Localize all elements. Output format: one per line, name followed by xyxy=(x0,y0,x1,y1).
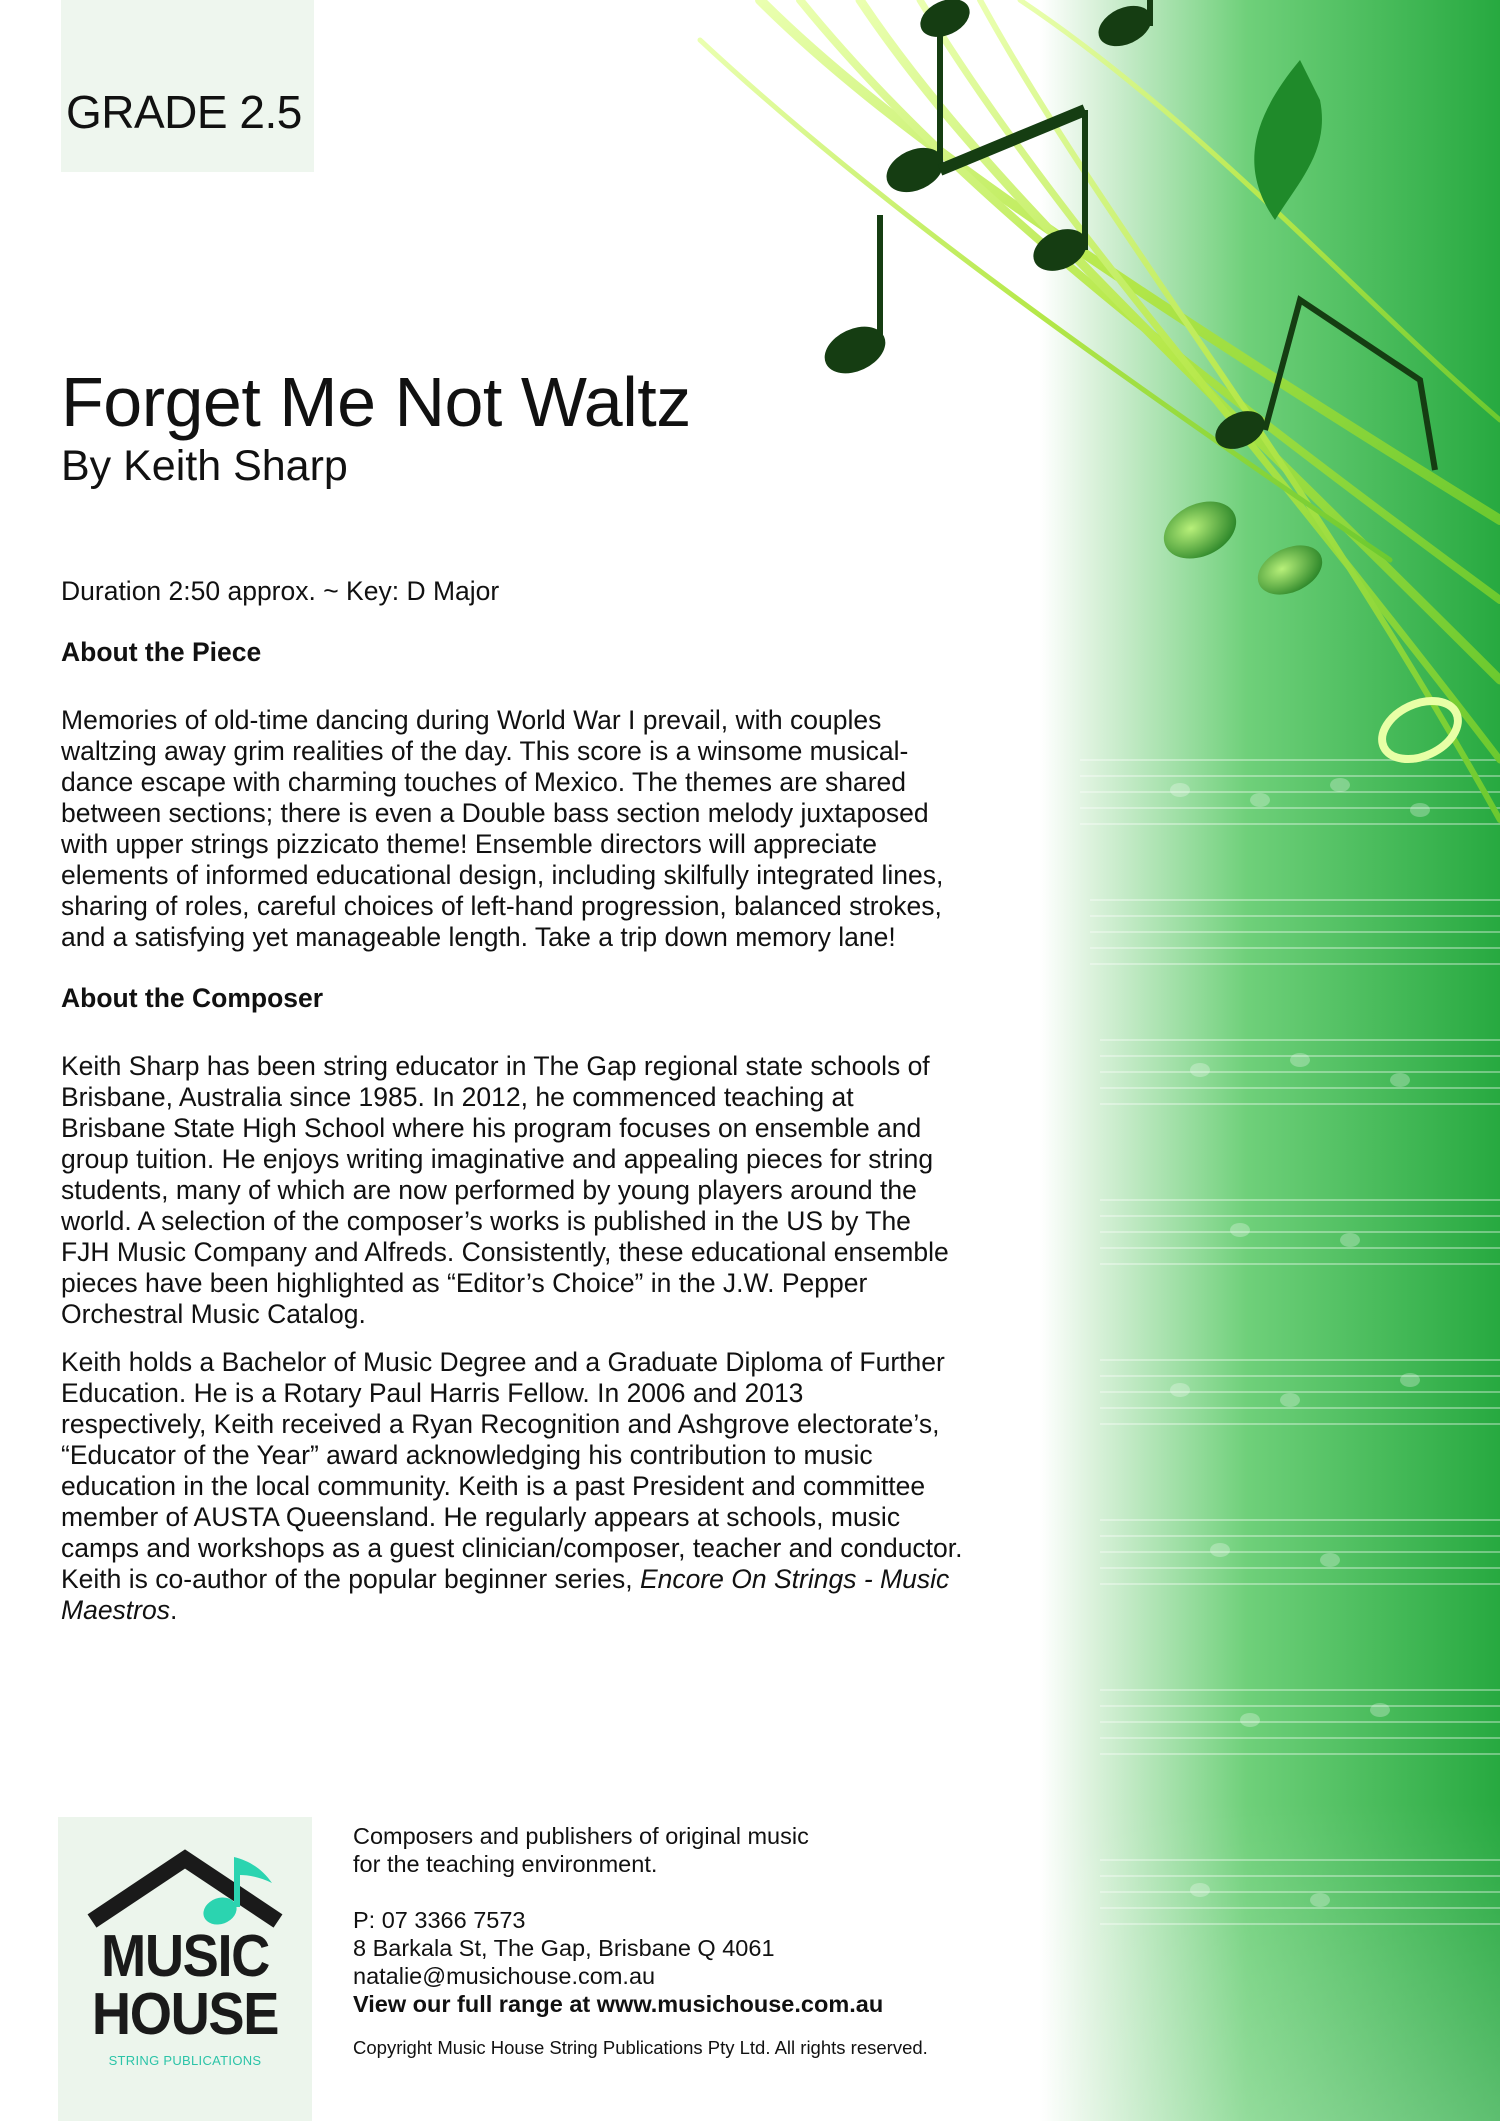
text-line: between sections; there is even a Double bass section melody juxtaposed xyxy=(61,798,929,828)
text-line: world. A selection of the composer’s works is published in the US by The xyxy=(61,1206,911,1236)
text-line: member of AUSTA Queensland. He regularly appears at schools, music xyxy=(61,1502,901,1532)
text-line xyxy=(61,1564,1021,1595)
logo-subtitle: STRING PUBLICATIONS xyxy=(108,2053,262,2068)
tagline-line-1: Composers and publishers of original music xyxy=(353,1823,809,1849)
text-line: Orchestral Music Catalog. xyxy=(61,1299,366,1329)
about-composer-heading: About the Composer xyxy=(61,983,324,1013)
series-title-continued: Maestros xyxy=(61,1595,170,1625)
composer-byline: By Keith Sharp xyxy=(61,442,348,490)
text-line: Keith Sharp has been string educator in The Gap regional state schools of xyxy=(61,1051,930,1081)
phone-number: P: 07 3366 7573 xyxy=(353,1907,526,1933)
email-address[interactable]: natalie@musichouse.com.au xyxy=(353,1963,656,1989)
text-line: with upper strings pizzicato theme! Ensemble directors will appreciate xyxy=(61,829,877,859)
tagline-line-2: for the teaching environment. xyxy=(353,1851,658,1877)
text-line: Brisbane, Australia since 1985. In 2012, he commenced teaching at xyxy=(61,1082,854,1112)
series-title: Encore On Strings - Music xyxy=(639,1564,950,1594)
copyright-notice: Copyright Music House String Publications Pty Ltd. All rights reserved. xyxy=(353,2037,928,2058)
website-link[interactable]: View our full range at www.musichouse.com.au xyxy=(353,1991,884,2017)
text-line: elements of informed educational design, including skilfully integrated lines, xyxy=(61,860,944,890)
text-line: students, many of which are now performed by young players around the xyxy=(61,1175,917,1205)
text-line: FJH Music Company and Alfreds. Consistently, these educational ensemble xyxy=(61,1237,949,1267)
duration-key-info: Duration 2:50 approx. ~ Key: D Major xyxy=(61,576,500,606)
grade-label: GRADE 2.5 xyxy=(66,86,302,138)
street-address: 8 Barkala St, The Gap, Brisbane Q 4061 xyxy=(353,1935,775,1961)
about-piece-text xyxy=(61,705,1021,953)
text-line: education in the local community. Keith is a past President and committee xyxy=(61,1471,926,1501)
text-line: respectively, Keith received a Ryan Recognition and Ashgrove electorate’s, xyxy=(61,1409,940,1439)
text-line xyxy=(61,1595,1021,1626)
text-line: dance escape with charming touches of Mexico. The themes are shared xyxy=(61,767,907,797)
text-line: Brisbane State High School where his program focuses on ensemble and xyxy=(61,1113,922,1143)
music-house-logo xyxy=(58,1817,312,2121)
page-title: Forget Me Not Waltz xyxy=(61,363,691,441)
text-line: “Educator of the Year” award acknowledging his contribution to music xyxy=(61,1440,873,1470)
text-line: waltzing away grim realities of the day. This score is a winsome musical- xyxy=(61,736,909,766)
series-suffix: . xyxy=(169,1595,178,1625)
text-line: pieces have been highlighted as “Editor’s Choice” in the J.W. Pepper xyxy=(61,1268,868,1298)
text-line: Memories of old-time dancing during World War I prevail, with couples xyxy=(61,705,882,735)
text-line: Education. He is a Rotary Paul Harris Fellow. In 2006 and 2013 xyxy=(61,1378,804,1408)
main-content xyxy=(61,576,1021,1656)
composer-bio-paragraph-1 xyxy=(61,1051,1021,1330)
series-prefix: Keith is co-author of the popular beginner series, xyxy=(61,1564,640,1594)
text-line: sharing of roles, careful choices of left-hand progression, balanced strokes, xyxy=(61,891,942,921)
text-line: group tuition. He enjoys writing imaginative and appealing pieces for string xyxy=(61,1144,934,1174)
composer-bio-paragraph-2 xyxy=(61,1347,1021,1626)
publisher-contact xyxy=(353,1822,1153,2062)
logo-word-house: HOUSE xyxy=(91,1981,279,2047)
text-line: Keith holds a Bachelor of Music Degree and a Graduate Diploma of Further xyxy=(61,1347,945,1377)
about-piece-heading: About the Piece xyxy=(61,637,262,667)
text-line: camps and workshops as a guest clinician/composer, teacher and conductor. xyxy=(61,1533,963,1563)
logo-word-music: MUSIC xyxy=(100,1923,269,1989)
text-line: and a satisfying yet manageable length. Take a trip down memory lane! xyxy=(61,922,896,952)
